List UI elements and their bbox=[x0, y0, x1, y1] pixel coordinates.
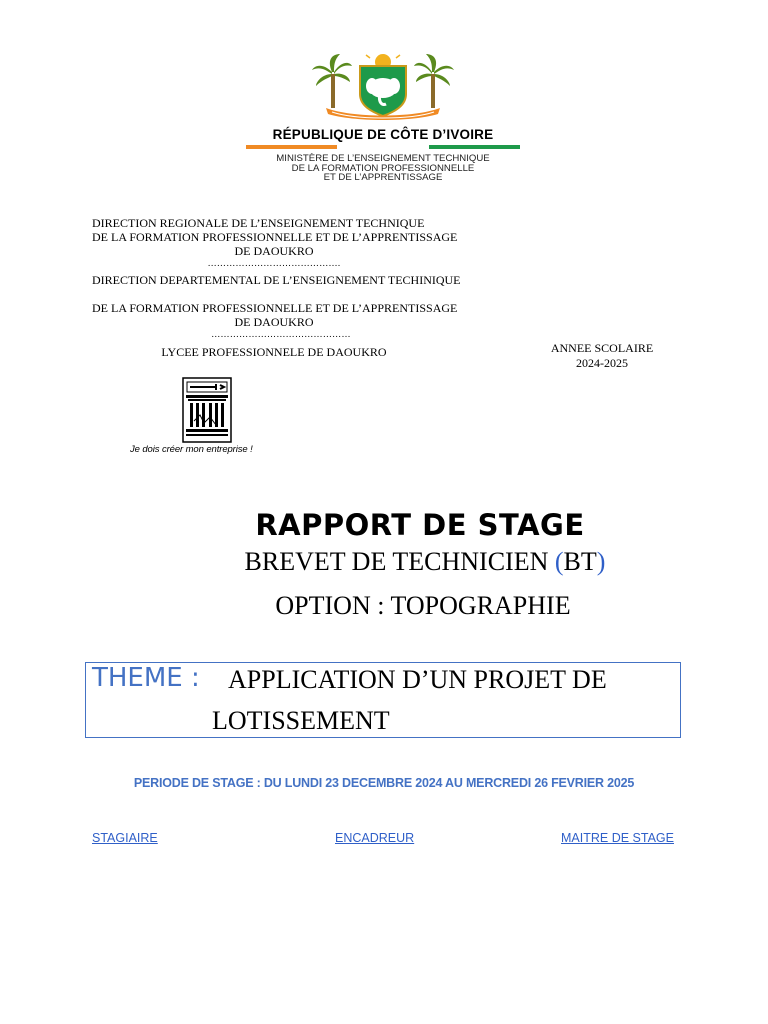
diploma-title bbox=[0, 547, 768, 577]
school-name: LYCEE PROFESSIONNELE DE DAOUKRO bbox=[161, 345, 387, 359]
school-motto: Je dois créer mon entreprise ! bbox=[130, 444, 253, 455]
dotted-separator: ……………………………………… bbox=[211, 329, 351, 339]
diploma-prefix: BREVET DE TECHNICIEN bbox=[244, 547, 555, 576]
flag-orange bbox=[246, 145, 337, 149]
theme-label: THEME : bbox=[92, 663, 200, 693]
signature-encadreur: ENCADREUR bbox=[335, 831, 415, 845]
option-title: OPTION : TOPOGRAPHIE bbox=[275, 591, 571, 620]
flag-white bbox=[337, 145, 428, 149]
diploma-abbr: BT bbox=[563, 547, 597, 576]
republic-name: RÉPUBLIQUE DE CÔTE D’IVOIRE bbox=[272, 127, 494, 142]
ministry-name bbox=[246, 154, 520, 183]
paren-open: ( bbox=[554, 547, 564, 576]
theme-text-line-2: LOTISSEMENT bbox=[212, 706, 390, 735]
signature-maitre-de-stage: MAITRE DE STAGE bbox=[561, 831, 674, 845]
regional-line-2: DE LA FORMATION PROFESSIONNELLE ET DE L’APPRENTISSAGE bbox=[92, 230, 458, 244]
coat-of-arms-icon bbox=[312, 52, 454, 122]
regional-direction bbox=[92, 216, 502, 268]
school-year-value: 2024-2025 bbox=[576, 356, 628, 370]
report-title: RAPPORT DE STAGE bbox=[255, 508, 585, 542]
signature-stagiaire: STAGIAIRE bbox=[92, 831, 158, 845]
school-year bbox=[530, 341, 674, 371]
ministry-line: MINISTÈRE DE L’ENSEIGNEMENT TECHNIQUE bbox=[276, 153, 490, 164]
paren-close: ) bbox=[596, 547, 606, 576]
flag-green bbox=[429, 145, 520, 149]
ministry-line: ET DE L’APPRENTISSAGE bbox=[323, 172, 443, 183]
departmental-line-2: DE LA FORMATION PROFESSIONNELLE ET DE L’APPRENTISSAGE bbox=[92, 301, 458, 315]
internship-period: PERIODE DE STAGE : DU LUNDI 23 DECEMBRE 2024 AU MERCREDI 26 FEVRIER 2025 bbox=[133, 776, 635, 790]
school-year-label: ANNEE SCOLAIRE bbox=[550, 341, 654, 355]
theme-text-line-1: APPLICATION D’UN PROJET DE bbox=[228, 665, 607, 694]
departmental-line-3: DE DAOUKRO bbox=[234, 315, 314, 329]
regional-line-1: DIRECTION REGIONALE DE L’ENSEIGNEMENT TECHNIQUE bbox=[92, 216, 425, 230]
ministry-line: DE LA FORMATION PROFESSIONNELLE bbox=[291, 162, 475, 174]
school-logo-icon bbox=[182, 377, 232, 443]
dotted-separator: ……………………………………. bbox=[207, 258, 341, 268]
flag-stripe bbox=[246, 145, 520, 149]
departmental-line-1: DIRECTION DEPARTEMENTAL DE L’ENSEIGNEMENT TECHINIQUE bbox=[92, 273, 461, 287]
regional-line-3: DE DAOUKRO bbox=[234, 244, 314, 258]
departmental-direction bbox=[92, 273, 502, 339]
